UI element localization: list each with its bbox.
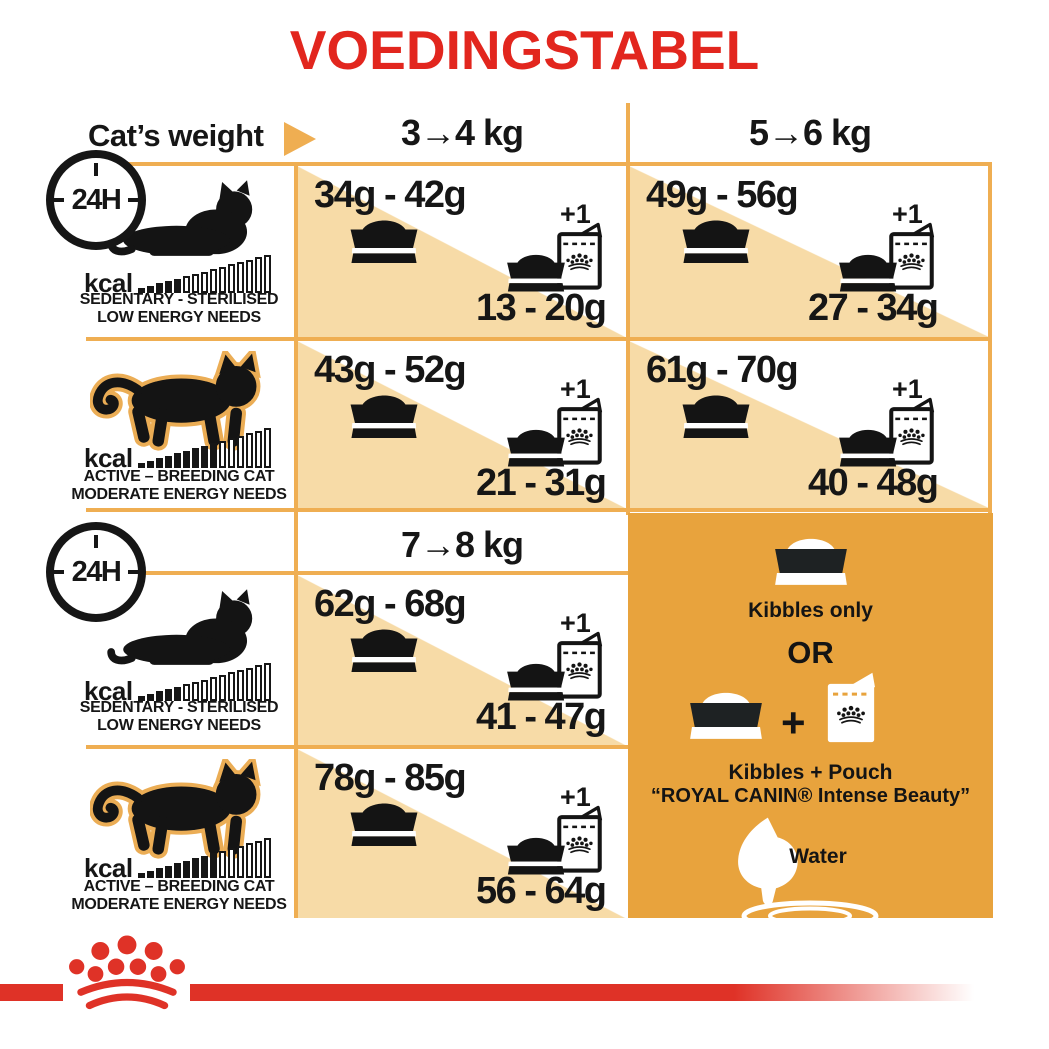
kibble-bowl-icon xyxy=(672,216,760,266)
kcal-level-bars-icon xyxy=(138,255,271,293)
kibbles-amount: 43g - 52g xyxy=(314,349,466,391)
plus-one-pouch-label: +1 xyxy=(892,199,923,229)
kcal-label: kcal xyxy=(84,443,133,473)
kibble-bowl-icon xyxy=(340,216,428,266)
kibbles-amount: 49g - 56g xyxy=(646,174,798,216)
24h-label: 24H xyxy=(71,555,121,588)
cell-active-3-4kg xyxy=(298,341,626,508)
plus-one-pouch-label: +1 xyxy=(892,374,923,404)
kibbles-only-label: Kibbles only xyxy=(748,599,873,622)
plus-one-pouch-label: +1 xyxy=(560,199,591,229)
plus-one-pouch-label: +1 xyxy=(560,374,591,404)
kibbles-with-pouch-amount: 27 - 34g xyxy=(808,287,938,329)
plus-one-pouch-label: +1 xyxy=(560,608,591,638)
kibbles-with-pouch-amount: 56 - 64g xyxy=(476,870,606,912)
cell-active-5-6kg xyxy=(630,341,990,508)
product-name-label: “ROYAL CANIN® Intense Beauty” xyxy=(650,785,971,807)
profile-active-row xyxy=(66,341,294,508)
clock-tick xyxy=(53,570,64,574)
profile-line1: ACTIVE – BREEDING CAT xyxy=(83,878,275,895)
clock-tick xyxy=(94,535,98,548)
profile-line2: MODERATE ENERGY NEEDS xyxy=(71,896,287,913)
cell-active-7-8kg xyxy=(298,749,626,918)
cell-sedentary-3-4kg xyxy=(298,166,626,337)
kibbles-with-pouch-amount: 13 - 20g xyxy=(476,287,606,329)
clock-tick xyxy=(53,198,64,202)
cats-weight-label: Cat’s weight xyxy=(88,118,264,153)
profile-line2: LOW ENERGY NEEDS xyxy=(97,717,261,734)
24h-label: 24H xyxy=(71,183,121,216)
water-label: Water xyxy=(789,845,847,868)
kibble-bowl-icon xyxy=(340,799,428,849)
kibbles-with-pouch-amount: 21 - 31g xyxy=(476,462,606,504)
kcal-label: kcal xyxy=(84,268,133,298)
plus-sign: + xyxy=(781,699,806,746)
cell-sedentary-7-8kg xyxy=(298,575,626,745)
24h-clock-badge xyxy=(46,522,146,622)
pouch-white-icon xyxy=(826,671,876,743)
royal-canin-crown-logo xyxy=(66,934,188,1014)
weight-column-5-6kg: 5→6 kg xyxy=(748,112,872,153)
profile-line1: SEDENTARY - STERILISED xyxy=(79,699,279,716)
water-ripples-icon xyxy=(738,899,882,933)
profile-line1: ACTIVE – BREEDING CAT xyxy=(83,468,275,485)
page-title: VOEDINGSTABEL xyxy=(289,19,760,81)
profile-line2: MODERATE ENERGY NEEDS xyxy=(71,486,287,503)
kibble-bowl-icon xyxy=(340,391,428,441)
kibbles-with-pouch-amount: 40 - 48g xyxy=(808,462,938,504)
kibbles-amount: 62g - 68g xyxy=(314,583,466,625)
brand-band xyxy=(0,984,63,1001)
kibbles-amount: 78g - 85g xyxy=(314,757,466,799)
feeding-options-panel xyxy=(628,513,993,918)
kibbles-pouch-label: Kibbles + Pouch xyxy=(728,761,893,784)
brand-band-fade xyxy=(190,984,990,1001)
kibble-bowl-white-icon xyxy=(765,535,857,587)
clock-tick xyxy=(94,163,98,176)
profile-line1: SEDENTARY - STERILISED xyxy=(79,291,279,308)
kcal-level-bars-icon xyxy=(138,428,271,468)
weight-column-7-8kg: 7→8 kg xyxy=(400,524,524,565)
24h-clock-badge xyxy=(46,150,146,250)
profile-line2: LOW ENERGY NEEDS xyxy=(97,309,261,326)
kcal-level-bars-icon xyxy=(138,838,271,878)
kibbles-amount: 61g - 70g xyxy=(646,349,798,391)
cell-sedentary-5-6kg xyxy=(630,166,990,337)
profile-active-row xyxy=(66,749,294,918)
grid-line xyxy=(988,162,992,515)
grid-line xyxy=(626,103,630,515)
grid-line xyxy=(86,508,990,512)
plus-one-pouch-label: +1 xyxy=(560,782,591,812)
kibbles-amount: 34g - 42g xyxy=(314,174,466,216)
kibble-bowl-icon xyxy=(340,625,428,675)
kcal-level-bars-icon xyxy=(138,663,271,701)
kcal-label: kcal xyxy=(84,853,133,883)
kibble-bowl-icon xyxy=(672,391,760,441)
clock-tick xyxy=(128,570,139,574)
weight-column-3-4kg: 3→4 kg xyxy=(400,112,524,153)
clock-tick xyxy=(128,198,139,202)
kibbles-with-pouch-amount: 41 - 47g xyxy=(476,696,606,738)
kcal-label: kcal xyxy=(84,676,133,706)
or-label: OR xyxy=(787,635,834,670)
kibble-bowl-white-icon xyxy=(680,689,772,741)
